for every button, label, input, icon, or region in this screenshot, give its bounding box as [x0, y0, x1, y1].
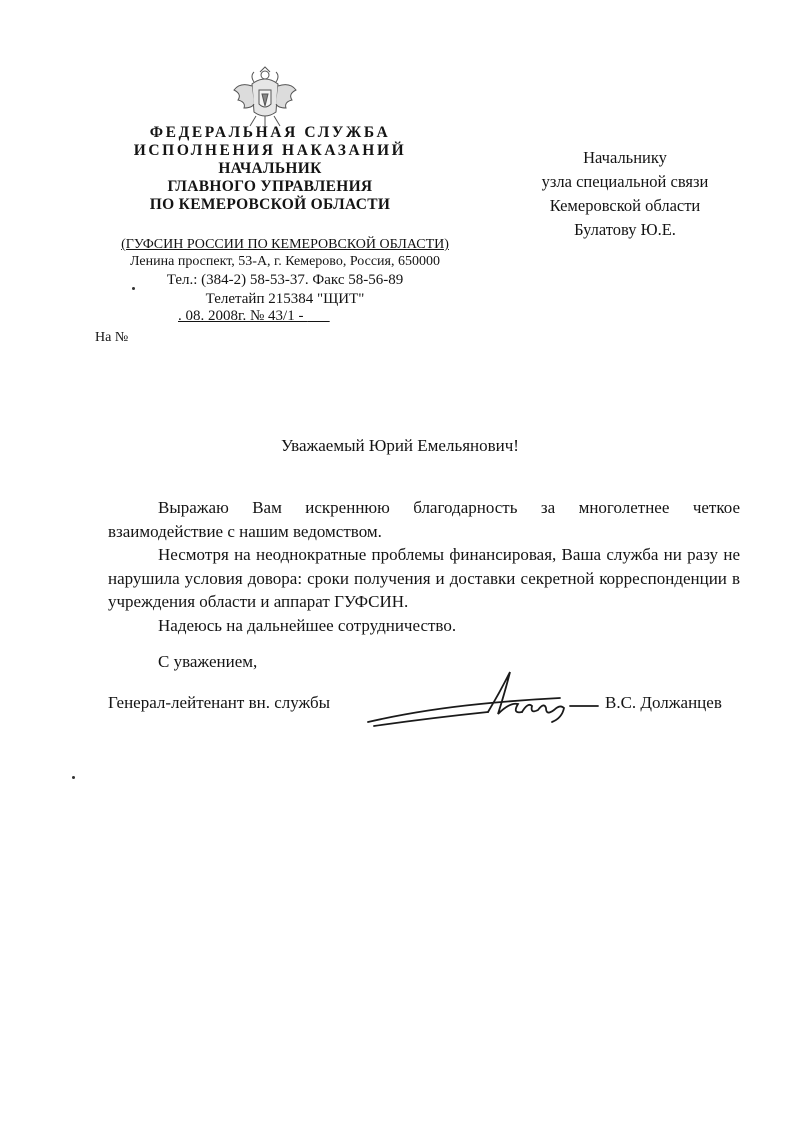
header-line-2: ИСПОЛНЕНИЯ НАКАЗАНИЙ — [133, 142, 407, 159]
closing: С уважением, — [158, 652, 258, 671]
scan-mark — [72, 776, 75, 779]
handwritten-signature — [360, 662, 600, 737]
paragraph-2: Несмотря на неоднократные проблемы финансировая, Ваша служба ни разу не нарушила условия довора: сроки получения и доставки секретной корреспонденции в учреждения области и аппарат ГУФСИН. — [108, 545, 740, 611]
header-line-4: ГЛАВНОГО УПРАВЛЕНИЯ — [167, 178, 373, 195]
paragraph-3: Надеюсь на дальнейшее сотрудничество. — [158, 615, 457, 635]
header-line-1: ФЕДЕРАЛЬНАЯ СЛУЖБА — [149, 124, 391, 141]
scan-mark — [132, 287, 135, 290]
addressee-line-2: узла специальной связи — [541, 172, 709, 191]
addressee-line-3: Кемеровской области — [549, 196, 701, 215]
letter-body — [108, 496, 740, 637]
org-short-name: (ГУФСИН РОССИИ ПО КЕМЕРОВСКОЙ ОБЛАСТИ) — [121, 237, 449, 252]
signer-title: Генерал-лейтенант вн. службы — [108, 693, 331, 712]
header-line-3: НАЧАЛЬНИК — [218, 160, 322, 177]
addressee-line-1: Начальнику — [583, 148, 667, 167]
addressee-line-4: Булатову Ю.Е. — [574, 220, 676, 239]
incoming-ref-label: На № — [95, 330, 129, 345]
signer-name: В.С. Должанцев — [605, 693, 722, 712]
org-phone: Тел.: (384-2) 58-53-37. Факс 58-56-89 — [166, 272, 404, 288]
org-teletype: Телетайп 215384 "ЩИТ" — [205, 291, 365, 307]
greeting: Уважаемый Юрий Емельянович! — [281, 436, 519, 455]
paragraph-1: Выражаю Вам искреннюю благодарность за многолетнее четкое взаимодействие с нашим ведомством. — [108, 498, 740, 541]
outgoing-ref-number: . 08. 2008г. № 43/1 - — [178, 308, 308, 324]
header-line-5: ПО КЕМЕРОВСКОЙ ОБЛАСТИ — [149, 196, 391, 213]
org-address: Ленина проспект, 53-А, г. Кемерово, Россия, 650000 — [130, 254, 440, 269]
